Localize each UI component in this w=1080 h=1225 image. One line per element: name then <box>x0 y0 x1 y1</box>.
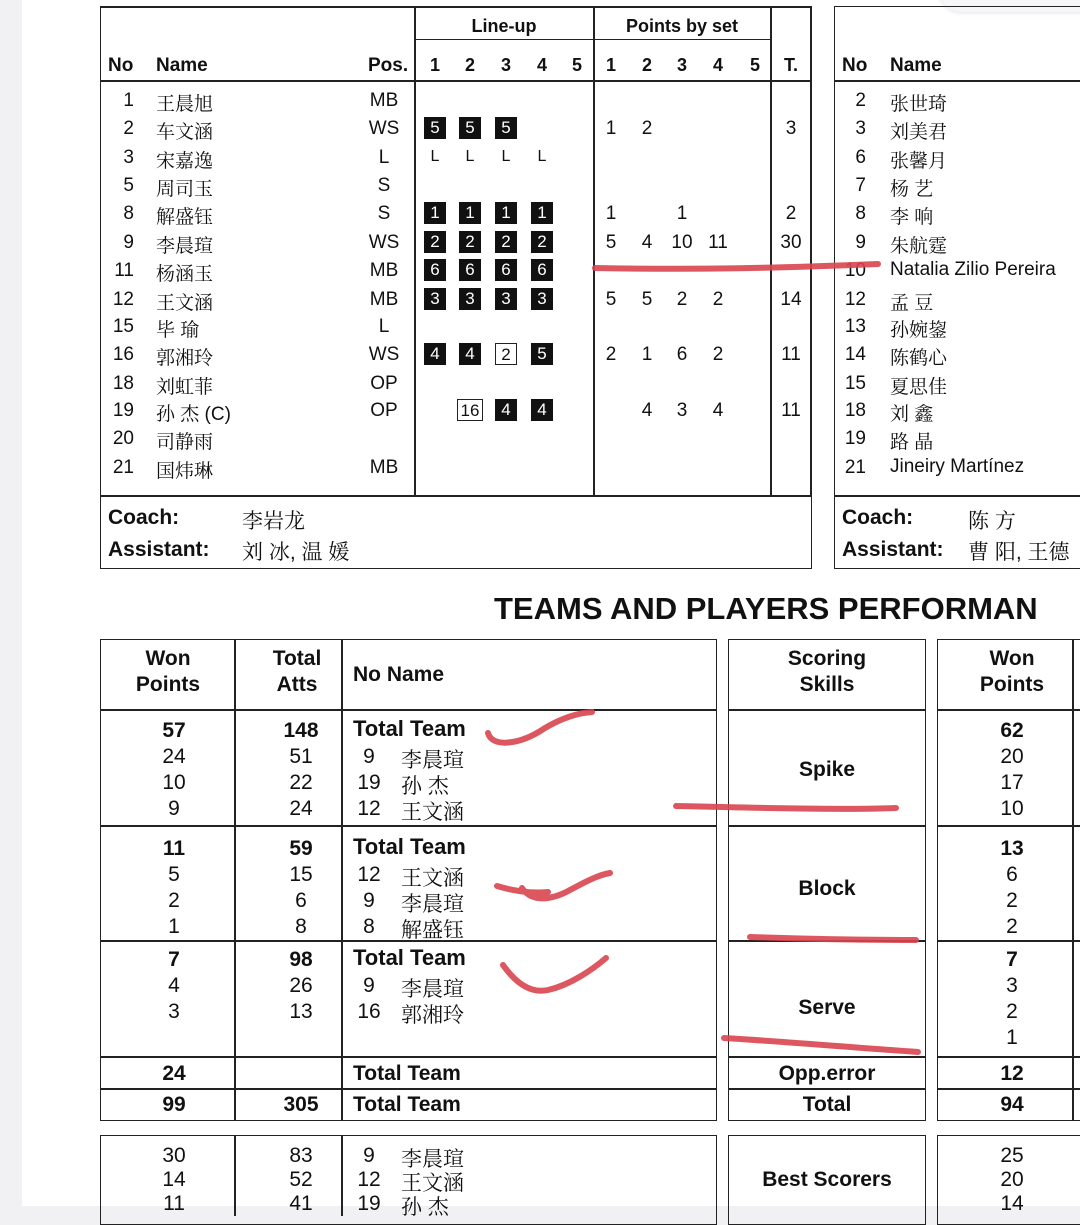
player-name: 杨涵玉 <box>156 264 214 285</box>
player-name: 李晨瑄 <box>401 893 464 916</box>
rule <box>100 80 812 82</box>
lineup-box: 5 <box>495 117 517 139</box>
lineup-set-header: 4 <box>536 55 547 75</box>
right-won-value: 1 <box>1006 1026 1018 1049</box>
lineup-box: 3 <box>459 288 481 310</box>
set-points: 4 <box>641 400 653 421</box>
set-points: 1 <box>641 344 653 365</box>
assistant-label: Assistant: <box>108 538 210 561</box>
lineup-box: 5 <box>424 117 446 139</box>
right-won-value: 25 <box>1000 1144 1024 1167</box>
right-player-name: 张世琦 <box>890 94 948 115</box>
won-points-value: 30 <box>162 1144 186 1167</box>
skill-label: Total <box>802 1093 852 1116</box>
lineup-box: 2 <box>495 343 517 365</box>
points-set-header: 5 <box>749 55 760 75</box>
right-player-number: 8 <box>855 203 866 224</box>
total-team-label: Total Team <box>353 834 466 859</box>
won-points-value: 11 <box>163 1192 185 1215</box>
player-number: 9 <box>363 1144 375 1167</box>
performance-title: TEAMS AND PLAYERS PERFORMAN <box>494 591 1038 626</box>
player-number: 18 <box>112 373 134 394</box>
assistant-names: 刘 冰, 温 媛 <box>242 541 350 564</box>
player-name: 王晨旭 <box>156 94 214 115</box>
right-won-points-header: Points <box>979 673 1045 696</box>
right-player-number: 19 <box>844 428 866 449</box>
right-player-number: 15 <box>844 373 866 394</box>
player-name: 解盛钰 <box>401 919 464 942</box>
won-points-value: 24 <box>162 1062 186 1085</box>
skill-label: Best Scorers <box>762 1168 892 1191</box>
player-position: L <box>378 147 390 168</box>
right-player-name: 李 响 <box>890 207 934 228</box>
total-atts-value: 13 <box>289 1000 313 1023</box>
player-number: 12 <box>112 289 134 310</box>
player-number: 11 <box>114 260 134 281</box>
lineup-box: 2 <box>495 231 517 253</box>
pos-header: Pos. <box>368 55 409 76</box>
player-number: 9 <box>363 745 375 768</box>
player-total: 14 <box>780 289 802 310</box>
lineup-set-header: 5 <box>571 55 582 75</box>
player-position: WS <box>368 232 400 253</box>
total-atts-value: 15 <box>289 863 313 886</box>
rule <box>414 39 770 40</box>
rule <box>834 80 1080 82</box>
player-number: 12 <box>357 863 381 886</box>
lineup-box: 3 <box>424 288 446 310</box>
rule <box>937 1088 1080 1090</box>
set-points: 4 <box>641 232 653 253</box>
points-set-header: 4 <box>712 55 723 75</box>
player-number: 12 <box>357 797 381 820</box>
right-player-number: 14 <box>844 344 866 365</box>
right-won-value: 62 <box>1000 719 1024 742</box>
set-points: 2 <box>712 344 724 365</box>
player-number: 19 <box>357 771 381 794</box>
won-points-value: 3 <box>168 1000 180 1023</box>
player-position: S <box>377 203 391 224</box>
right-won-value: 2 <box>1006 889 1018 912</box>
player-position: WS <box>368 344 400 365</box>
rule <box>100 1088 717 1090</box>
lineup-box: 4 <box>424 343 446 365</box>
points-set-header: 2 <box>641 55 652 75</box>
player-total: 3 <box>785 118 797 139</box>
coach-name: 李岩龙 <box>242 510 305 533</box>
total-team-label: Total Team <box>353 945 466 970</box>
player-name: 王文涵 <box>156 293 214 314</box>
player-position: S <box>377 175 391 196</box>
player-total: 11 <box>781 400 801 421</box>
player-name: 孙 杰 <box>401 1196 449 1219</box>
lineup-box: 3 <box>495 288 517 310</box>
lineup-box: 1 <box>424 202 446 224</box>
player-position: WS <box>368 118 400 139</box>
rule <box>834 495 1080 497</box>
right-won-value: 13 <box>1000 837 1024 860</box>
player-number: 9 <box>363 889 375 912</box>
right-player-name: 孟 豆 <box>890 293 934 314</box>
set-points: 11 <box>708 232 728 253</box>
set-points: 6 <box>676 344 688 365</box>
set-points: 1 <box>605 203 617 224</box>
set-points: 3 <box>676 400 688 421</box>
set-points: 5 <box>605 289 617 310</box>
won-points-value: 5 <box>168 863 180 886</box>
lineup-set-header: 1 <box>429 55 440 75</box>
right-won-value: 14 <box>1000 1192 1024 1215</box>
right-assistant-names: 曹 阳, 王德 <box>968 541 1070 564</box>
player-name: 周司玉 <box>156 179 214 200</box>
won-points-value: 57 <box>162 719 186 742</box>
player-name: 李晨瑄 <box>156 236 214 257</box>
won-points-value: 2 <box>168 889 180 912</box>
player-number: 8 <box>363 915 375 938</box>
rule <box>728 709 926 711</box>
lineup-header: Line-up <box>471 16 537 36</box>
total-atts-header: Atts <box>276 673 318 696</box>
player-number: 21 <box>112 457 134 478</box>
lineup-box: 6 <box>495 259 517 281</box>
rule <box>728 1056 926 1058</box>
player-position: MB <box>369 90 399 111</box>
player-total: 2 <box>785 203 797 224</box>
total-team-label: Total Team <box>353 1062 461 1085</box>
right-assistant-label: Assistant: <box>842 538 944 561</box>
won-points-value: 1 <box>168 915 180 938</box>
lineup-box: 1 <box>531 202 553 224</box>
player-number: 2 <box>123 118 134 139</box>
player-number: 12 <box>357 1168 381 1191</box>
player-number: 3 <box>123 147 134 168</box>
rule <box>728 825 926 827</box>
player-number: 20 <box>112 428 134 449</box>
rule <box>728 1088 926 1090</box>
right-player-name: 朱航霆 <box>890 236 948 257</box>
total-atts-value: 51 <box>289 745 313 768</box>
right-won-value: 17 <box>1000 771 1024 794</box>
total-atts-value: 305 <box>283 1093 319 1116</box>
right-won-points-header: Won <box>989 647 1035 670</box>
total-atts-value: 8 <box>295 915 307 938</box>
player-position: L <box>378 316 390 337</box>
total-atts-value: 52 <box>289 1168 313 1191</box>
set-points: 1 <box>605 118 617 139</box>
no-name-header: No Name <box>353 663 445 686</box>
right-won-value: 10 <box>1000 797 1024 820</box>
lineup-box: 1 <box>459 202 481 224</box>
player-name: 王文涵 <box>401 801 464 824</box>
right-player-number: 18 <box>844 400 866 421</box>
rule <box>100 6 812 8</box>
right-player-number: 13 <box>844 316 866 337</box>
right-player-name: Jineiry Martínez <box>890 456 1025 477</box>
player-name: 刘虹菲 <box>156 377 214 398</box>
rule <box>100 709 717 711</box>
right-player-number: 6 <box>855 147 866 168</box>
set-points: 2 <box>712 289 724 310</box>
total-atts-value: 26 <box>289 974 313 997</box>
right-won-value: 12 <box>1000 1062 1024 1085</box>
right-player-number: 12 <box>844 289 866 310</box>
player-name: 李晨瑄 <box>401 1148 464 1171</box>
lineup-box: 2 <box>424 231 446 253</box>
scoring-skills-header: Scoring <box>787 647 867 670</box>
no-header: No <box>108 55 134 76</box>
player-number: 16 <box>357 1000 381 1023</box>
total-atts-value: 98 <box>289 948 313 971</box>
player-position: MB <box>369 260 399 281</box>
right-won-value: 2 <box>1006 915 1018 938</box>
player-position: OP <box>370 400 398 421</box>
lineup-box: 5 <box>531 343 553 365</box>
lineup-set-header: 3 <box>500 55 511 75</box>
won-points-value: 11 <box>162 837 186 860</box>
skill-label: Serve <box>798 996 856 1019</box>
lineup-set-header: 2 <box>464 55 475 75</box>
player-name: 李晨瑄 <box>401 978 464 1001</box>
skill-label: Opp.error <box>778 1062 876 1085</box>
player-number: 9 <box>123 232 134 253</box>
player-name: 郭湘玲 <box>401 1004 464 1027</box>
player-name: 李晨瑄 <box>401 749 464 772</box>
player-name: 孙 杰 (C) <box>156 404 231 425</box>
total-atts-value: 59 <box>289 837 313 860</box>
lineup-box: 4 <box>459 343 481 365</box>
points-set-header: 3 <box>676 55 687 75</box>
right-player-number: 9 <box>855 232 866 253</box>
player-name: 郭湘玲 <box>156 348 214 369</box>
player-name: 毕 瑜 <box>156 320 200 341</box>
set-points: 10 <box>671 232 693 253</box>
total-atts-value: 148 <box>283 719 319 742</box>
right-player-number: 3 <box>855 118 866 139</box>
won-points-value: 10 <box>162 771 186 794</box>
right-player-name: 孙婉鋆 <box>890 320 948 341</box>
set-points: 2 <box>641 118 653 139</box>
right-coach-label: Coach: <box>842 506 914 529</box>
right-player-number: 21 <box>844 457 866 478</box>
total-atts-value: 83 <box>289 1144 313 1167</box>
right-coach-name: 陈 方 <box>968 510 1016 533</box>
right-won-value: 3 <box>1006 974 1018 997</box>
set-points: 2 <box>676 289 688 310</box>
player-name: 国炜琳 <box>156 461 214 482</box>
player-number: 8 <box>123 203 134 224</box>
total-atts-value: 41 <box>289 1192 313 1215</box>
set-points: 5 <box>605 232 617 253</box>
player-number: 1 <box>123 90 134 111</box>
set-points: 5 <box>641 289 653 310</box>
lineup-box: 1 <box>495 202 517 224</box>
right-won-value: 20 <box>1000 745 1024 768</box>
player-name: 司静雨 <box>156 432 214 453</box>
skill-label: Spike <box>798 758 856 781</box>
right-player-number: 2 <box>855 90 866 111</box>
right-player-name: 夏思佳 <box>890 377 948 398</box>
lineup-box: L <box>430 148 440 165</box>
right-player-name: 张馨月 <box>890 151 948 172</box>
player-number: 16 <box>112 344 134 365</box>
player-total: 30 <box>780 232 802 253</box>
right-player-number: 7 <box>855 175 866 196</box>
right-won-value: 20 <box>1000 1168 1024 1191</box>
total-atts-header: Total <box>272 647 322 670</box>
won-points-header: Won <box>145 647 191 670</box>
player-total: 11 <box>781 344 801 365</box>
player-number: 5 <box>123 175 134 196</box>
lineup-box: 6 <box>531 259 553 281</box>
player-position: MB <box>369 457 399 478</box>
skill-label: Block <box>798 877 856 900</box>
lineup-box: 6 <box>424 259 446 281</box>
right-player-name: Natalia Zilio Pereira <box>890 259 1056 280</box>
player-name: 王文涵 <box>401 867 464 890</box>
right-team-frame <box>834 6 1080 569</box>
won-points-value: 14 <box>162 1168 186 1191</box>
right-player-name: 陈鹤心 <box>890 348 948 369</box>
lineup-box: 16 <box>457 399 483 421</box>
total-team-label: Total Team <box>353 1093 461 1116</box>
player-number: 15 <box>112 316 134 337</box>
coach-label: Coach: <box>108 506 180 529</box>
set-points: 4 <box>712 400 724 421</box>
right-player-number: 10 <box>844 260 866 281</box>
set-points: 1 <box>676 203 688 224</box>
lineup-box: L <box>465 148 475 165</box>
total-atts-value: 22 <box>289 771 313 794</box>
total-atts-value: 24 <box>289 797 313 820</box>
won-points-value: 4 <box>168 974 180 997</box>
right-won-value: 6 <box>1006 863 1018 886</box>
player-position: MB <box>369 289 399 310</box>
won-points-value: 9 <box>168 797 180 820</box>
rule <box>937 940 1080 942</box>
right-won-value: 7 <box>1006 948 1018 971</box>
lineup-box: 4 <box>531 399 553 421</box>
player-name: 王文涵 <box>401 1172 464 1195</box>
right-player-name: 刘 鑫 <box>890 404 934 425</box>
rule <box>937 1056 1080 1058</box>
rule <box>100 1056 717 1058</box>
lineup-box: 2 <box>459 231 481 253</box>
player-position: OP <box>370 373 398 394</box>
lineup-box: L <box>501 148 511 165</box>
player-name: 车文涵 <box>156 122 214 143</box>
lineup-box: 4 <box>495 399 517 421</box>
lineup-box: L <box>537 148 547 165</box>
won-points-value: 24 <box>162 745 186 768</box>
rule <box>728 940 926 942</box>
won-points-value: 7 <box>168 948 180 971</box>
total-team-label: Total Team <box>353 716 466 741</box>
lineup-box: 3 <box>531 288 553 310</box>
player-number: 19 <box>112 400 134 421</box>
player-number: 9 <box>363 974 375 997</box>
player-number: 19 <box>357 1192 381 1215</box>
right-no-header: No <box>842 55 868 76</box>
player-name: 解盛钰 <box>156 207 214 228</box>
points-by-set-header: Points by set <box>625 16 739 36</box>
right-player-name: 杨 艺 <box>890 179 934 200</box>
rule <box>937 709 1080 711</box>
won-points-value: 99 <box>162 1093 186 1116</box>
player-name: 孙 杰 <box>401 775 449 798</box>
set-points: 2 <box>605 344 617 365</box>
right-player-name: 刘美君 <box>890 122 948 143</box>
lineup-box: 6 <box>459 259 481 281</box>
won-points-header: Points <box>135 673 201 696</box>
total-header: T. <box>783 55 798 75</box>
scoring-skills-header: Skills <box>799 673 855 696</box>
rule <box>937 825 1080 827</box>
lineup-box: 5 <box>459 117 481 139</box>
right-won-value: 2 <box>1006 1000 1018 1023</box>
player-name: 宋嘉逸 <box>156 151 214 172</box>
rule <box>100 495 812 497</box>
right-name-header: Name <box>890 55 942 76</box>
right-player-name: 路 晶 <box>890 432 934 453</box>
name-header: Name <box>156 55 208 76</box>
points-set-header: 1 <box>605 55 616 75</box>
lineup-box: 2 <box>531 231 553 253</box>
right-won-value: 94 <box>1000 1093 1024 1116</box>
total-atts-value: 6 <box>295 889 307 912</box>
